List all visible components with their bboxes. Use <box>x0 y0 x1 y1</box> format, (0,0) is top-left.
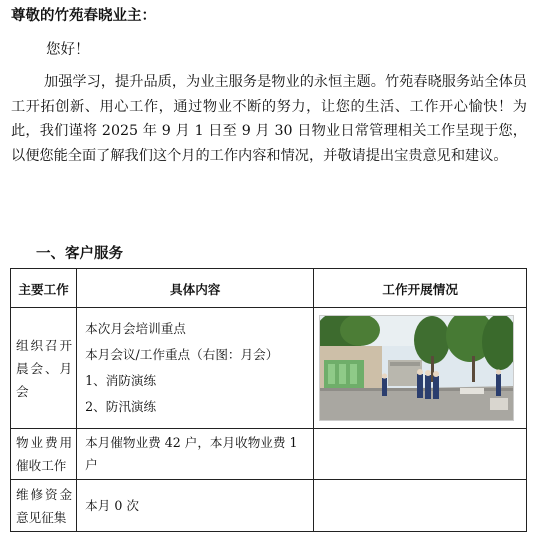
row-work-text: 组织召开晨会、月会 <box>16 337 73 399</box>
letter-title: 尊敬的竹苑春晓业主： <box>11 8 156 24</box>
content-line: 本月 0 次 <box>85 497 139 513</box>
customer-service-table <box>10 268 527 532</box>
table-row <box>11 480 527 532</box>
row-content-cell <box>77 429 314 480</box>
header-main-work: 主要工作 <box>11 269 77 308</box>
letter-salutation: 您好！ <box>46 42 90 58</box>
section-heading: 一、客户服务 <box>36 246 123 262</box>
content-line: 本次月会培训重点 <box>85 321 186 336</box>
row-status-cell <box>314 308 527 429</box>
meeting-photo <box>319 315 514 421</box>
row-status-cell <box>314 429 527 480</box>
row-status-cell <box>314 480 527 532</box>
content-line: 本月催物业费 42 户，本月收物业费 1 户 <box>85 435 298 472</box>
content-line: 1、消防演练 <box>85 373 157 388</box>
content-line: 2、防汛演练 <box>85 399 157 414</box>
row-content-cell <box>77 480 314 532</box>
row-work-cell <box>11 308 77 429</box>
row-content-cell <box>77 308 314 429</box>
table-row <box>11 308 527 429</box>
header-content: 具体内容 <box>77 269 314 308</box>
content-line: 本月会议/工作重点（右图：月会） <box>85 347 279 362</box>
row-work-text: 物业费用催收工作 <box>16 435 73 473</box>
header-status: 工作开展情况 <box>314 269 527 308</box>
row-work-cell <box>11 429 77 480</box>
table-header-row <box>11 269 527 308</box>
row-work-text: 维修资金意见征集 <box>16 486 73 525</box>
row-work-cell <box>11 480 77 532</box>
table-row <box>11 429 527 480</box>
letter-body: 加强学习，提升品质，为业主服务是物业的永恒主题。竹苑春晓服务站全体员工开拓创新、用心工作，通过物业不断的努力，让您的生活、工作开心愉快！为此，我们谨将 2025 年 9 月 1 日至 9 月 30 日物业日常管理相关工作呈现于您，以便您能全面了解我们这个月的工作内容和情况，并敬请提出宝贵意见和建议。 <box>11 74 527 164</box>
